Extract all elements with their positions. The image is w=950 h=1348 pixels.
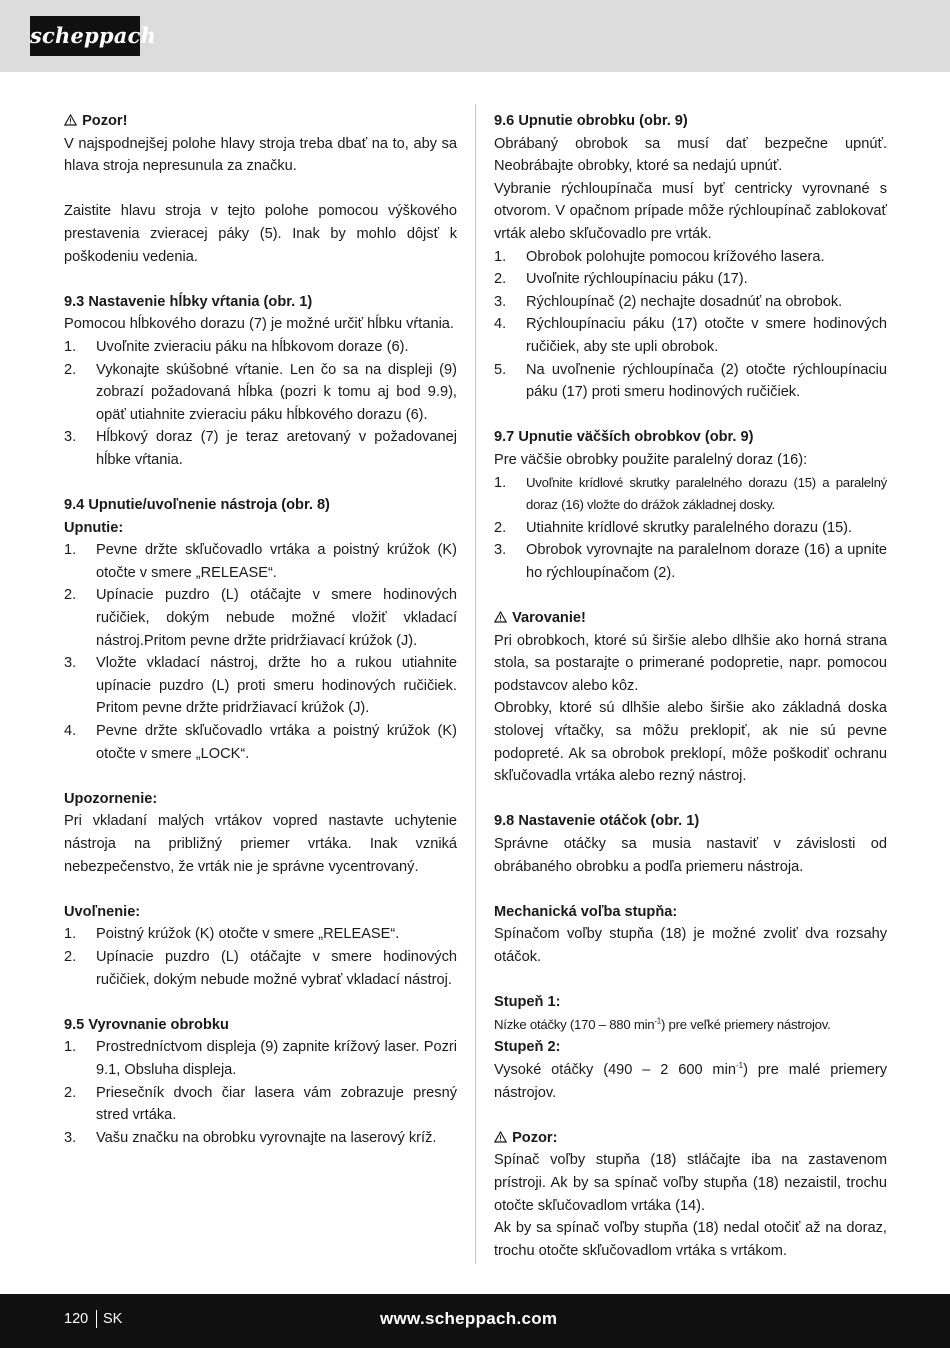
section-9-8-paragraph: Správne otáčky sa musia nastaviť v závislosti od obrábaného obrobku a podľa priemeru nástroja. bbox=[494, 836, 887, 875]
section-9-8-title: 9.8 Nastavenie otáčok (obr. 1) bbox=[494, 813, 700, 830]
list-item: 1. Uvoľnite krídlové skrutky paralelného dorazu (15) a paralelný doraz (16) vložte do drážok základnej dosky. bbox=[494, 474, 887, 513]
list-item: 4. Rýchloupínaciu páku (17) otočte v smere hodinových ručičiek, aby ste upli obrobok. bbox=[494, 316, 887, 355]
section-9-3-title: 9.3 Nastavenie hĺbky vŕtania (obr. 1) bbox=[64, 293, 313, 310]
pozor-paragraph-2: Zaistite hlavu stroja v tejto polohe pomocou výškového prestavenia zvieracej páky (5). Inak by mohlo dôjsť k poškodeniu vedenia. bbox=[64, 203, 457, 265]
list-item: 2. Uvoľnite rýchloupínaciu páku (17). bbox=[494, 271, 748, 288]
section-9-6-title: 9.6 Upnutie obrobku (obr. 9) bbox=[494, 113, 688, 129]
warning-triangle-icon bbox=[494, 1127, 508, 1150]
section-9-4-title: 9.4 Upnutie/uvoľnenie nástroja (obr. 8) bbox=[64, 497, 330, 514]
pozor-title: Pozor! bbox=[82, 113, 128, 129]
website-url: www.scheppach.com bbox=[380, 1309, 558, 1328]
list-item: 1. Prostredníctvom displeja (9) zapnite krížový laser. Pozri 9.1, Obsluha displeja. bbox=[64, 1039, 457, 1078]
list-item: 2. Priesečník dvoch čiar lasera vám zobrazuje presný stred vrtáka. bbox=[64, 1084, 457, 1124]
scheppach-logo: scheppach bbox=[30, 16, 140, 56]
varovanie-heading bbox=[494, 607, 887, 630]
list-item: 2. Upínacie puzdro (L) otáčajte v smere hodinových ručičiek, dokým nebude možné vložiť vkladací nástroj.Pritom pevne držte pridržiavací krúžok (J). bbox=[64, 587, 457, 649]
upozornenie-text: Pri vkladaní malých vrtákov vopred nastavte uchytenie nástroja na približný priemer vrtáka. Inak vzniká nebezpečenstvo, že vrták nie je správne vycentrovaný. bbox=[64, 813, 457, 875]
list-item: 4. Pevne držte skľučovadlo vrtáka a poistný krúžok (K) otočte v smere „LOCK“. bbox=[64, 723, 457, 762]
mechanicka-volba-text: Spínačom voľby stupňa (18) je možné zvoliť dva rozsahy otáčok. bbox=[494, 926, 887, 965]
list-item: 3. Hĺbkový doraz (7) je teraz aretovaný v požadovanej hĺbke vŕtania. bbox=[64, 429, 457, 468]
section-9-4-subtitle: Upnutie: bbox=[64, 519, 124, 536]
varovanie-paragraph-1: Pri obrobkoch, ktoré sú širšie alebo dlhšie ako horná strana stola, sa postarajte o primerané podopretie, napr. pomocou podstavcov alebo kôz. bbox=[494, 632, 887, 694]
section-9-5-title: 9.5 Vyrovnanie obrobku bbox=[64, 1016, 229, 1033]
warning-triangle-icon bbox=[494, 607, 508, 630]
list-item: 1. Pevne držte skľučovadlo vrtáka a poistný krúžok (K) otočte v smere „RELEASE“. bbox=[64, 542, 457, 581]
pozor-heading bbox=[64, 110, 457, 133]
list-item: 1. Uvoľnite zvieraciu páku na hĺbkovom doraze (6). bbox=[64, 338, 409, 355]
column-divider bbox=[475, 104, 476, 1264]
list-item: 1. Obrobok polohujte pomocou krížového lasera. bbox=[494, 248, 825, 265]
varovanie-paragraph-2: Obrobky, ktoré sú dlhšie alebo širšie ako základná doska stolovej vŕtačky, sa môžu preklopiť, ak nie sú pevne podopreté. Ak sa obrobok preklopí, môže poškodiť ochranu skľučovadla vrtáka alebo rezný nástroj. bbox=[494, 700, 887, 785]
uvolnenie-title: Uvoľnenie: bbox=[64, 903, 141, 920]
section-9-6-paragraph-2: Vybranie rýchloupínača musí byť centricky vyrovnané s otvorom. V opačnom prípade môže rýchloupínač zablokovať vrták alebo skľučovadlo pre vrták. bbox=[494, 180, 887, 242]
list-item: 2. Utiahnite krídlové skrutky paralelného dorazu (15). bbox=[494, 519, 853, 536]
list-item: 2. Upínacie puzdro (L) otáčajte v smere hodinových ručičiek, dokým nebude možné vybrať vkladací nástroj. bbox=[64, 948, 457, 988]
list-item: 3. Vašu značku na obrobku vyrovnajte na laserový kríž. bbox=[64, 1129, 437, 1146]
list-item: 3. Rýchloupínač (2) nechajte dosadnúť na obrobok. bbox=[494, 293, 843, 310]
stupen-2-text: Vysoké otáčky (490 – 2 600 $\min^{-1}$) pre malé priemery nástrojov. bbox=[494, 1061, 887, 1101]
section-9-7-intro: Pre väčšie obrobky použite paralelný doraz (16): bbox=[494, 451, 808, 468]
section-9-3-intro: Pomocou hĺbkového dorazu (7) je možné určiť hĺbku vŕtania. bbox=[64, 316, 454, 333]
list-item: 2. Vykonajte skúšobné vŕtanie. Len čo sa na displeji (9) zobrazí požadovaná hĺbka (pozri k tomu aj bod 9.9), opäť utiahnite zvieraciu páku hĺbkového dorazu (6). bbox=[64, 361, 457, 423]
stupen-2-title: Stupeň 2: bbox=[494, 1039, 561, 1056]
left-column bbox=[64, 110, 457, 1149]
page-footer bbox=[0, 1294, 950, 1348]
pozor-paragraph-1: V najspodnejšej polohe hlavy stroja treba dbať na to, aby sa hlava stroja nepresunula za značku. bbox=[64, 135, 457, 175]
pozor-right-paragraph-1: Spínač voľby stupňa (18) stláčajte iba na zastavenom prístroji. Ak by sa spínač voľby stupňa (18) nezaistil, trochu otočte skľučovadlom vrtáka (14). bbox=[494, 1152, 887, 1214]
page-header bbox=[0, 0, 950, 72]
list-item: 3. Obrobok vyrovnajte na paralelnom doraze (16) a upnite ho rýchloupínačom (2). bbox=[494, 542, 887, 581]
pozor-heading-right bbox=[494, 1127, 887, 1150]
language-code: SK bbox=[103, 1311, 123, 1327]
page-number: 120 bbox=[64, 1311, 89, 1327]
section-9-6-paragraph-1: Obrábaný obrobok sa musí dať bezpečne upnúť. Neobrábajte obrobky, ktoré sa nedajú upnúť. bbox=[494, 135, 887, 175]
stupen-1-text: Nízke otáčky (170 – 880 $\min^{-1}$) pre veľké priemery nástrojov. bbox=[494, 1016, 831, 1032]
list-item: 1. Poistný krúžok (K) otočte v smere „RELEASE“. bbox=[64, 926, 400, 943]
upozornenie-title: Upozornenie: bbox=[64, 790, 158, 807]
footer-separator bbox=[96, 1310, 97, 1328]
stupen-1-title: Stupeň 1: bbox=[494, 994, 561, 1011]
mechanicka-volba-title: Mechanická voľba stupňa: bbox=[494, 903, 678, 920]
warning-triangle-icon bbox=[64, 110, 78, 133]
right-column bbox=[494, 110, 887, 1262]
varovanie-title: Varovanie! bbox=[512, 610, 586, 627]
pozor-right-paragraph-2: Ak by sa spínač voľby stupňa (18) nedal otočiť až na doraz, trochu otočte skľučovadlom vrtáka s vrtákom. bbox=[494, 1220, 887, 1259]
section-9-7-title: 9.7 Upnutie väčších obrobkov (obr. 9) bbox=[494, 429, 754, 446]
pozor-title-right: Pozor: bbox=[512, 1129, 558, 1146]
list-item: 5. Na uvoľnenie rýchloupínača (2) otočte rýchloupínaciu páku (17) proti smeru hodinových ručičiek. bbox=[494, 361, 887, 401]
list-item: 3. Vložte vkladací nástroj, držte ho a rukou utiahnite upínacie puzdro (L) proti smeru hodinových ručičiek. Pritom pevne držte pridržiavací krúžok (J). bbox=[64, 655, 457, 717]
